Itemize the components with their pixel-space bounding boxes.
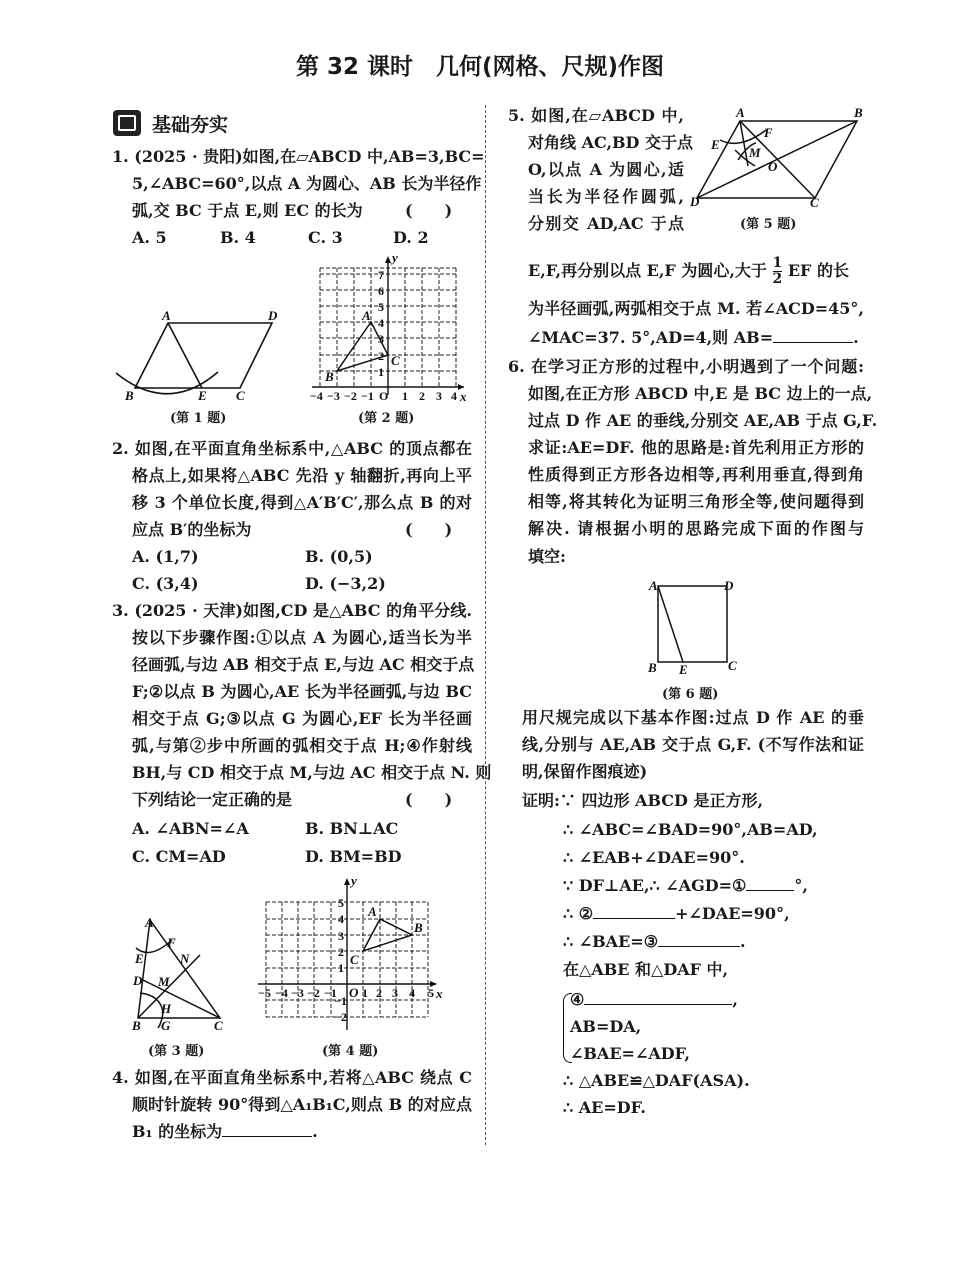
tick-label: 3	[338, 929, 344, 943]
point-label: C	[810, 195, 819, 210]
option-d: D. BM=BD	[305, 847, 402, 866]
point-label: E	[679, 662, 688, 677]
figure-caption: (第 4 题)	[322, 1044, 379, 1059]
proof-line: .	[740, 932, 746, 951]
question-text: 下列结论一定正确的是	[132, 790, 293, 809]
page-title: 第 32 课时 几何(网格、尺规)作图	[295, 54, 665, 80]
proof-line: ∵ DF⊥AE,∴ ∠AGD=①	[563, 876, 747, 895]
point-label: A	[368, 904, 377, 919]
question-text: 为半径画弧,两弧相交于点 M. 若∠ACD=45°,	[528, 299, 864, 318]
tick-label: 1	[362, 986, 368, 1000]
figure-caption: (第 3 题)	[148, 1044, 205, 1059]
proof-line: AB=DA,	[570, 1017, 642, 1036]
tick-label: 4	[378, 316, 384, 330]
option-c: C. (3,4)	[132, 574, 199, 593]
question-text: 3. (2025 · 天津)如图,CD 是△ABC 的角平分线.	[112, 601, 472, 620]
question-text: 对角线 AC,BD 交于点	[528, 133, 693, 152]
punctuation: .	[312, 1122, 318, 1141]
tick-label: 3	[436, 389, 442, 403]
point-label: A	[649, 578, 658, 593]
tick-label: 4	[451, 389, 457, 403]
point-label: B	[414, 920, 423, 935]
answer-bracket: ( )	[405, 201, 453, 220]
point-label: A	[736, 105, 745, 120]
question-text: 弧,交 BC 于点 E,则 EC 的长为	[132, 201, 363, 220]
tick-label: 1	[402, 389, 408, 403]
question-text: 性质得到正方形各边相等,再利用垂直,得到角	[528, 465, 864, 484]
question-text: 填空:	[528, 547, 566, 566]
option-c: C. 3	[308, 228, 343, 247]
question-text: O,以点 A 为圆心,适	[528, 160, 684, 179]
option-b: B. (0,5)	[305, 547, 373, 566]
point-label: F	[764, 125, 773, 140]
figure-caption: (第 2 题)	[358, 411, 415, 426]
tick-label: 1	[378, 365, 384, 379]
axis-label: x	[460, 389, 467, 404]
point-label: B	[325, 369, 334, 384]
proof-line: 证明:∵ 四边形 ABCD 是正方形,	[522, 791, 764, 810]
origin-label: O	[349, 985, 359, 1000]
denominator: 2	[772, 271, 783, 287]
axis-label: y	[351, 873, 357, 888]
tick-label: 7	[378, 268, 384, 282]
tick-label: 6	[378, 284, 384, 298]
proof-line: 在△ABE 和△DAF 中,	[563, 960, 729, 979]
point-label: N	[180, 951, 190, 966]
section-heading: 基础夯实	[152, 114, 229, 136]
tick-label: −1	[361, 389, 374, 403]
task-text: 明,保留作图痕迹)	[522, 762, 648, 781]
option-d: D. 2	[393, 228, 429, 247]
proof-line: ∴ ②	[563, 904, 594, 923]
question-text: 移 3 个单位长度,得到△A′B′C′,那么点 B 的对	[132, 493, 472, 512]
proof-line: ④	[570, 990, 585, 1009]
point-label: B	[132, 1018, 141, 1033]
question-text: 2. 如图,在平面直角坐标系中,△ABC 的顶点都在	[112, 439, 472, 458]
question-text: 5,∠ABC=60°,以点 A 为圆心、AB 长为半径作	[132, 174, 482, 193]
point-label: A	[145, 915, 154, 930]
punctuation: .	[853, 328, 859, 347]
origin-label: O	[379, 389, 389, 403]
question-text: 应点 B′的坐标为	[132, 520, 252, 539]
answer-bracket: ( )	[405, 520, 453, 539]
question-text: 分别交 AD,AC 于点	[528, 214, 684, 233]
question-text: 按以下步骤作图:①以点 A 为圆心,适当长为半	[132, 628, 472, 647]
axis-label: y	[392, 250, 398, 265]
option-a: A. 5	[132, 228, 167, 247]
tick-label: −3	[327, 389, 340, 403]
question-text: 5. 如图,在▱ABCD 中,	[508, 106, 684, 125]
tick-label: −1	[324, 986, 337, 1000]
point-label: G	[161, 1018, 171, 1033]
point-label: B	[125, 388, 134, 403]
question-text: 6. 在学习正方形的过程中,小明遇到了一个问题:	[508, 357, 864, 376]
point-label: O	[768, 159, 778, 174]
answer-bracket: ( )	[405, 790, 453, 809]
question-text: 相等,将其转化为证明三角形全等,使问题得到	[528, 492, 864, 511]
question-text: E,F,再分别以点 E,F 为圆心,大于	[528, 261, 767, 280]
option-a: A. ∠ABN=∠A	[132, 819, 249, 838]
point-label: D	[724, 578, 734, 593]
proof-line: ∠BAE=∠ADF,	[570, 1044, 690, 1063]
tick-label: 2	[376, 986, 382, 1000]
blank-1[interactable]	[746, 876, 794, 891]
tick-label: 4	[338, 912, 344, 926]
question-text: EF 的长	[787, 261, 849, 280]
point-label: B	[648, 660, 657, 675]
numerator: 1	[772, 255, 783, 271]
proof-line: °,	[794, 876, 808, 895]
question-text: 1. (2025 · 贵阳)如图,在▱ABCD 中,AB=3,BC=	[112, 147, 485, 166]
point-label: A	[162, 308, 171, 323]
proof-line: ∴ ∠ABC=∠BAD=90°,AB=AD,	[563, 820, 818, 839]
tick-label: 5	[378, 300, 384, 314]
question-text: ∠MAC=37. 5°,AD=4,则 AB=	[528, 328, 774, 347]
option-b: B. BN⊥AC	[305, 819, 399, 838]
point-label: E	[711, 137, 720, 152]
tick-label: −3	[291, 986, 304, 1000]
question-text: 过点 D 作 AE 的垂线,分别交 AE,AB 于点 G,F.	[528, 411, 878, 430]
tick-label: 5	[428, 986, 434, 1000]
blank-4[interactable]	[584, 990, 732, 1005]
figure-caption: (第 1 题)	[170, 411, 227, 426]
question-text: 求证:AE=DF. 他的思路是:首先利用正方形的	[528, 438, 864, 457]
question-text: BH,与 CD 相交于点 M,与边 AC 相交于点 N. 则	[132, 763, 492, 782]
tick-label: −4	[275, 986, 288, 1000]
axis-label: x	[436, 986, 443, 1001]
point-label: D	[690, 194, 700, 209]
tick-label: 3	[378, 332, 384, 346]
point-label: M	[749, 145, 761, 160]
point-label: B	[854, 105, 863, 120]
proof-line: ∴ AE=DF.	[563, 1098, 646, 1117]
question-text: 格点上,如果将△ABC 先沿 y 轴翻折,再向上平	[132, 466, 472, 485]
question-text: 顺时针旋转 90°得到△A₁B₁C,则点 B 的对应点	[132, 1095, 472, 1114]
proof-line: ∴ ∠EAB+∠DAE=90°.	[563, 848, 745, 867]
figure-caption: (第 5 题)	[740, 217, 797, 232]
proof-line: ∴ ∠BAE=③	[563, 932, 659, 951]
proof-line: ,	[732, 990, 738, 1009]
proof-line: ∴ △ABE≌△DAF(ASA).	[563, 1071, 750, 1090]
question-text: 4. 如图,在平面直角坐标系中,若将△ABC 绕点 C	[112, 1068, 472, 1087]
tick-label: 2	[378, 349, 384, 363]
question-text: 弧,与第②步中所画的弧相交于点 H;④作射线	[132, 736, 472, 755]
task-text: 用尺规完成以下基本作图:过点 D 作 AE 的垂	[522, 708, 864, 727]
tick-label: 1	[338, 961, 344, 975]
option-b: B. 4	[220, 228, 256, 247]
tick-label: 2	[419, 389, 425, 403]
tick-label: 4	[409, 986, 415, 1000]
question-text: 当长为半径作圆弧,	[528, 187, 684, 206]
question-text: F;②以点 B 为圆心,AE 长为半径画弧,与边 BC	[132, 682, 472, 701]
tick-label: −2	[334, 1010, 347, 1024]
tick-label: −2	[307, 986, 320, 1000]
question-text: 相交于点 G;③以点 G 为圆心,EF 长为半径画	[132, 709, 472, 728]
tick-label: −2	[344, 389, 357, 403]
figure-caption: (第 6 题)	[662, 687, 719, 702]
option-d: D. (−3,2)	[305, 574, 386, 593]
blank-3[interactable]	[658, 932, 740, 947]
point-label: E	[135, 951, 144, 966]
option-c: C. CM=AD	[132, 847, 226, 866]
question-text: 如图,在正方形 ABCD 中,E 是 BC 边上的一点,	[528, 384, 873, 403]
point-label: C	[350, 952, 359, 967]
point-label: C	[391, 353, 400, 368]
point-label: D	[133, 973, 143, 988]
proof-line: +∠DAE=90°,	[675, 904, 790, 923]
point-label: F	[167, 935, 176, 950]
tick-label: −1	[334, 994, 347, 1008]
point-label: M	[158, 974, 170, 989]
task-text: 线,分别与 AE,AB 交于点 G,F. (不写作法和证	[522, 735, 864, 754]
blank-2[interactable]	[593, 904, 675, 919]
option-a: A. (1,7)	[132, 547, 199, 566]
tick-label: −5	[258, 986, 271, 1000]
point-label: H	[161, 1001, 172, 1016]
point-label: D	[268, 308, 278, 323]
tick-label: 3	[392, 986, 398, 1000]
tick-label: 2	[338, 945, 344, 959]
tick-label: −4	[310, 389, 323, 403]
point-label: C	[214, 1018, 223, 1033]
point-label: C	[236, 388, 245, 403]
question-text: 径画弧,与边 AB 相交于点 E,与边 AC 相交于点	[132, 655, 475, 674]
question-text: B₁ 的坐标为	[132, 1122, 223, 1141]
question-text: 解决. 请根据小明的思路完成下面的作图与	[528, 519, 864, 538]
tick-label: 5	[338, 896, 344, 910]
point-label: E	[198, 388, 207, 403]
point-label: C	[728, 658, 737, 673]
point-label: A	[362, 308, 371, 323]
